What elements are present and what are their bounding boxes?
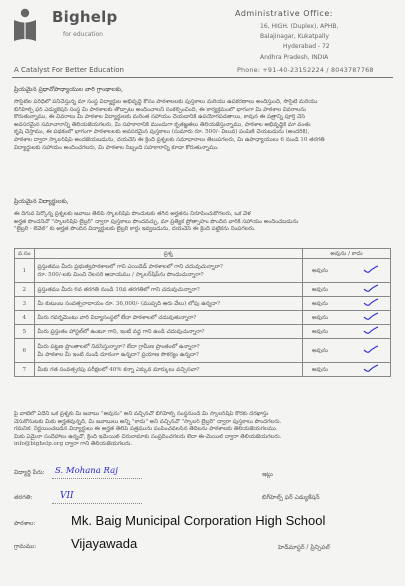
- question-line: మీ పాఠశాల మీ ఇంటి నుండి దూరంగా ఉన్నదా? ప్రయాణ సౌకర్యం ఉన్నదా?: [37, 351, 199, 358]
- student-name-field[interactable]: S. Mohana Raj: [55, 466, 118, 476]
- table-row: [15, 325, 391, 339]
- checkmark-icon: [363, 326, 379, 335]
- paragraph-line: అర్హత పొందనిచో "స్కాలర్‌షిప్ లైబ్రరీ" ద్వారా పుస్తకాలు పొందవచ్చు, మా ప్రత్యేక ప్రోత్సాహం పొందిన వారికి సహాయం అందించబడును: [14, 218, 299, 225]
- answer-yes: అవును: [311, 300, 328, 307]
- checkmark-icon: [363, 298, 379, 307]
- closing-paragraph: [14, 411, 390, 449]
- place-label: గ్రామము:: [14, 543, 37, 550]
- paragraph-line: info@bighelp.org ద్వారా గాని తెలియజేయగలరు.: [14, 441, 133, 448]
- column-header: ప్రశ్న: [34, 249, 302, 259]
- school-field[interactable]: Mk. Baig Municipal Corporation High School: [71, 513, 326, 528]
- students-paragraph: [14, 211, 390, 234]
- org-signoff: బిగ్‌హెల్ప్ ఫర్ ఎడ్యుకేషన్: [262, 494, 320, 501]
- checkmark-icon: [363, 284, 379, 293]
- paragraph-line: చేసుకొనుటకు మీకు అర్హతవున్నది, మీ జవాబులు అన్నీ "కాదు" అని వచ్చినచో "స్కాలర్ లైబ్రరీ" ద్వారా పుస్తకాలు పొందగలరు.: [14, 418, 282, 425]
- question-line: మీరు గవర్నమెంటు వారి విద్యాసంస్థలో లేదా పాఠశాలలో చదువుతున్నారా?: [37, 314, 197, 321]
- question-cell: [34, 297, 302, 311]
- brand-subtitle: for education: [63, 31, 103, 38]
- answer-yes: అవును: [311, 366, 328, 373]
- question-cell: [34, 339, 302, 363]
- office-title: Administrative Office:: [235, 9, 333, 18]
- answer-cell[interactable]: [302, 297, 390, 311]
- paragraph-line: మీకు ఏమైనా సందేహాలు ఉన్నచో, క్రింది ఇమెయిల్ చిరునామాకు సంప్రదించగలరు లేదా ఈ-మెయిల్ ద్వారా తెలియజేయగలరు.: [14, 433, 282, 440]
- paragraph-line: పై వాటిలో ఏదేని ఒక ప్రశ్నకు మీ జవాబు "అవును" అని వచ్చినచో బిగ్‌హెల్ప్ సంస్థనుండి మీ స్కాలర్‌షిప్ కొరకు దరఖాస్తు: [14, 411, 269, 417]
- class-field[interactable]: VII: [60, 491, 74, 501]
- question-line: ప్రస్తుతము మీరు ప్రభుత్వపాఠశాలలో గాని ఎయిడెడ్ పాఠశాలలో గాని చదువుచున్నారా?: [37, 263, 223, 270]
- answer-cell[interactable]: [302, 363, 390, 377]
- question-cell: [34, 363, 302, 377]
- question-cell: [34, 325, 302, 339]
- table-row: [15, 363, 391, 377]
- paragraph-line: పాఠశాల ద్వారా స్కాలర్‌షిప్ అందజేయబడును, దయచేసి ఈ క్రింది ప్రశ్నలకు సమాధానాలు తెలుపగలరు, మీ ఉపాధ్యాయులు 6 నుండి 10 తరగతి: [14, 136, 325, 143]
- paragraph-line: ఈ దిగువ పేర్కొన్న ప్రశ్నలకు జవాబు తెలిపి స్కాలర్‌షిప్ పొందుటకు తగిన అర్హతను నిరూపించుకోగలరు, ఒక వేళ: [14, 211, 251, 217]
- column-header: అవును / కాదు: [302, 249, 390, 259]
- headmaster-label: హెడ్‌మాస్టర్ / ప్రిన్సిపల్: [278, 544, 330, 551]
- signoff-label: ఇట్లు: [262, 471, 273, 478]
- row-number: 1: [15, 259, 35, 283]
- question-line: రూ. 500/-లకు మించి నెలసరి ఆదాయము / స్కాలర్‌షిప్‌ను పొందుచున్నారా?: [37, 271, 204, 278]
- greeting-students: ప్రియమైన విద్యార్థులకు,: [14, 198, 69, 205]
- row-number: 4: [15, 311, 35, 325]
- paragraph-line: "లైబ్రరీ - లెవెల్" కు అర్హత పొందిన విద్యార్థులకు లైబ్రరీ కార్డు ఇవ్వబడును, దయచేసి ఈ క్రింది పట్టికను నింపగలరు.: [14, 226, 256, 233]
- answer-yes: అవును: [311, 267, 328, 274]
- question-line: మీకు గత సంవత్సరపు పరీక్షలలో 40% కన్నా ఎక్కువ మార్కులు వచ్చినవా?: [37, 366, 200, 373]
- table-row: [15, 339, 391, 363]
- eligibility-table: [14, 248, 391, 377]
- row-number: 5: [15, 325, 35, 339]
- table-header-row: [15, 249, 391, 259]
- paragraph-line: విద్యార్థులకు సహాయం అందించగలరు, మీ పాఠశాల సిబ్బంది సహకారాన్ని కూడా కోరుతున్నాము.: [14, 144, 219, 151]
- question-line: మీరు పట్టణ ప్రాంతాలలో నివసిస్తున్నారా? లేదా గ్రామీణ ప్రాంతంలో ఉన్నారా?: [37, 343, 200, 350]
- bighelp-logo-icon: [12, 8, 38, 44]
- intro-paragraph: [14, 99, 390, 152]
- paragraph-line: సొసైటీల పరిధిలో పనిచేస్తున్న మా సంస్థ విద్యార్థుల అభివృద్ధి కోసం పాఠశాలలకు పుస్తకాలు మరియు ఉపకరణాలు అందిస్తుంది, సొసైటీ మరియు: [14, 99, 318, 105]
- table-row: [15, 259, 391, 283]
- question-line: మీ కుటుంబ సంవత్సరాదాయం రూ. 36,000/- (ముప్పది ఆరు వేలు) లోపు ఉన్నదా?: [37, 300, 221, 307]
- answer-cell[interactable]: [302, 325, 390, 339]
- brand-name: Bighelp: [52, 8, 118, 26]
- paragraph-line: గమనిక: నిర్ణయించబడిన విద్యార్థులు ఈ అర్హత తెలిపి పత్రమును పంపించవలసిన తేదీలను పాఠశాలకు తెలియజేయగలము.: [14, 426, 278, 433]
- place-field[interactable]: Vijayawada: [71, 536, 138, 551]
- question-cell: [34, 283, 302, 297]
- answer-cell[interactable]: [302, 259, 390, 283]
- answer-yes: అవును: [311, 347, 328, 354]
- row-number: 2: [15, 283, 35, 297]
- table-row: [15, 283, 391, 297]
- address-line: Andhra Pradesh, INDIA: [260, 54, 329, 61]
- table-row: [15, 297, 391, 311]
- row-number: 3: [15, 297, 35, 311]
- question-line: ప్రస్తుతము మీరు 6వ తరగతి నుండి 10వ తరగతిలో గాని చదువుచున్నారా?: [37, 286, 200, 293]
- student-name-label: విద్యార్థి పేరు:: [14, 469, 45, 476]
- table-row: [15, 311, 391, 325]
- row-number: 6: [15, 339, 35, 363]
- school-label: పాఠశాల:: [14, 520, 36, 527]
- address-line: Balajinagar, Kukatpally: [260, 33, 329, 40]
- tagline: A Catalyst For Better Education: [14, 66, 124, 74]
- answer-yes: అవును: [311, 286, 328, 293]
- answer-yes: అవును: [311, 314, 328, 321]
- header-divider: [12, 77, 393, 78]
- phone-number: Phone: +91-40-23152224 / 8043787768: [237, 66, 374, 74]
- paragraph-line: బిగ్‌హెల్ప్ ఫర్ ఎడ్యుకేషన్ సంస్థ మీ పాఠశాలకు తోడ్పాటు అందించాలని సంకల్పించింది, ఈ కార్యక్రమంలో భాగంగా మీ పాఠశాల వివరాలను: [14, 106, 306, 113]
- paragraph-line: కోరుతున్నాము, ఈ వివరాలు మీ పాఠశాల విద్యార్థులకు మరింత సహాయం చేయడానికి ఉపయోగపడతాయి, కావున ఈ పత్రాన్ని పూర్తి చేసి: [14, 114, 306, 121]
- address-line: Hyderabad - 72: [283, 43, 330, 50]
- answer-cell[interactable]: [302, 339, 390, 363]
- class-label: తరగతి:: [14, 494, 33, 501]
- question-cell: [34, 259, 302, 283]
- address-line: 16, HIGH. (Duplex), APHB,: [260, 23, 339, 30]
- row-number: 7: [15, 363, 35, 377]
- checkmark-icon: [363, 345, 379, 354]
- paragraph-line: కృషి చేస్తాము, ఈ పథకంలో భాగంగా పాఠశాలలకు అవసరమైన పుస్తకాలు (సుమారు రూ. 500/- విలువ) పంపిణీ చేయబడును (అందరికీ),: [14, 129, 310, 136]
- answer-cell[interactable]: [302, 311, 390, 325]
- class-line: [52, 503, 142, 504]
- question-cell: [34, 311, 302, 325]
- question-line: మీరు ప్రస్తుతం హాస్టల్‌లో ఉంటూ గాని, ఇంటి వద్ద గాని ఉండి చదువుచున్నారా?: [37, 328, 205, 335]
- column-header: వ.సం: [15, 249, 35, 259]
- paragraph-line: అవసరమైన సమాచారాన్ని తెలియజేయగలరు, మీ సహకారానికి ముందుగా కృతజ్ఞతలు తెలియజేస్తున్నాము, పాఠశాల అభివృద్ధికి మా వంతు: [14, 121, 311, 128]
- signature-line: [52, 478, 142, 479]
- answer-cell[interactable]: [302, 283, 390, 297]
- checkmark-icon: [363, 312, 379, 321]
- greeting: ప్రియమైన ప్రధానోపాధ్యాయుల వారి గ్రాంథాలకు,: [14, 86, 123, 93]
- checkmark-icon: [363, 265, 379, 274]
- checkmark-icon: [363, 364, 379, 373]
- answer-yes: అవును: [311, 328, 328, 335]
